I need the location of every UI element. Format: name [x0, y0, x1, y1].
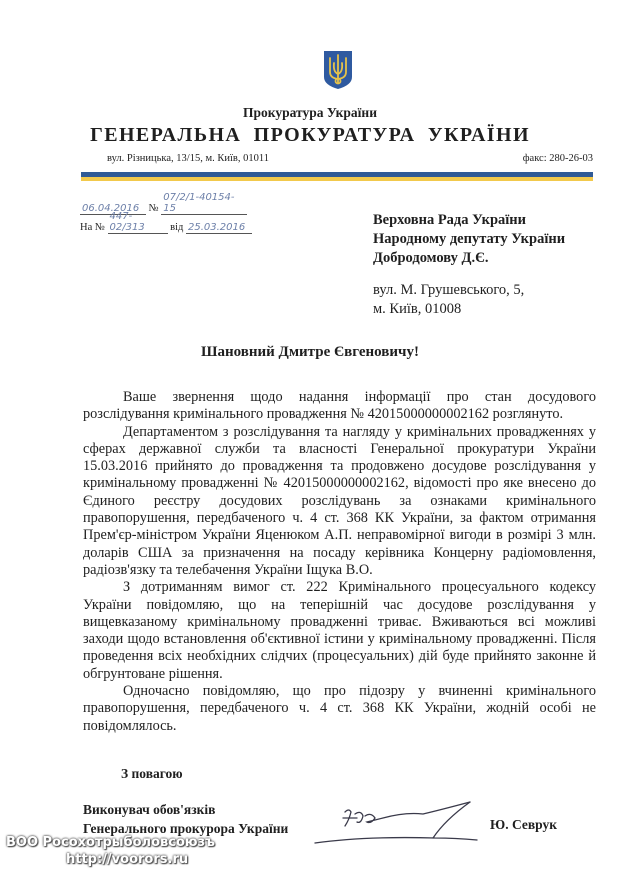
outgoing-number: 07/2/1-40154-15	[161, 192, 247, 215]
body-paragraph: Ваше звернення щодо надання інформації про стан досудового розслідування кримінального провадження № 42015000000002162 розглянуто.	[83, 389, 596, 423]
body-paragraph: З дотриманням вимог ст. 222 Кримінального процесуального кодексу України повідомляю, що на теперішній час досудове розслідування у вищевказаному кримінальному провадженні триває. Вживаються всі можливі заходи щодо встановлення об'єктивної істини у кримінальному провадженні. Після проведення всіх необхідних слідчих (процесуальних) дій буде прийнято законне й обгрунтоване рішення.	[83, 579, 596, 682]
signer-title	[83, 800, 288, 838]
incoming-date: 25.03.2016	[186, 222, 252, 234]
watermark-url: http://voorors.ru	[66, 852, 189, 867]
recipient-line-3: Добродомову Д.Є.	[373, 250, 489, 266]
greeting: Шановний Дмитре Євгеновичу!	[200, 344, 419, 360]
coat-of-arms-icon	[323, 50, 353, 90]
signer-name: Ю. Севрук	[490, 817, 558, 832]
recipient-address	[373, 281, 524, 319]
outgoing-date: 06.04.2016	[80, 203, 146, 215]
handwritten-signature	[305, 800, 480, 845]
number-label: №	[148, 203, 159, 214]
org-fax: факс: 280-26-03	[522, 153, 593, 164]
watermark-line-1: ВОО Росохотрыболовсоюзъ	[6, 835, 215, 850]
org-title: ГЕНЕРАЛЬНА ПРОКУРАТУРА УКРАЇНИ	[90, 124, 530, 146]
signer-title-2: Генерального прокурора України	[83, 821, 289, 836]
recipient-address-1: вул. М. Грушевського, 5,	[373, 282, 525, 298]
body-paragraph: Одночасно повідомляю, що про підозру у вчиненні кримінального правопорушення, передбаченого ч. 4 ст. 368 КК України, жодній особі не повідомлялось.	[83, 683, 596, 734]
recipient-block	[373, 211, 565, 268]
flag-band-yellow	[81, 177, 593, 181]
incoming-label: На №	[80, 222, 105, 233]
from-label: від	[170, 222, 184, 233]
watermark	[6, 834, 215, 868]
org-subtitle: Прокуратура України	[243, 105, 377, 120]
incoming-reference	[80, 211, 252, 234]
body-paragraph: Департаментом з розслідування та нагляду у кримінальних провадженнях у сферах державної служби та власності Генеральної прокуратури України 15.03.2016 прийнято до провадження та продовжено досудове розслідування у кримінальному провадженні № 42015000000002162, відомості про яке внесено до Єдиного реєстру досудових розслідувань за ознаками кримінального правопорушення, передбаченого ч. 4 ст. 368 КК України, за фактом отримання Прем'єр-міністром України Яценюком А.П. неправомірної вигоди в розмірі 3 млн. доларів США за призначення на посаду керівника Концерну радіомовлення, радіозв'язку та телебачення України Іщука В.О.	[83, 423, 596, 578]
org-address: вул. Різницька, 13/15, м. Київ, 01011	[107, 153, 269, 164]
recipient-address-2: м. Київ, 01008	[373, 301, 462, 317]
signer-title-1: Виконувач обов'язків	[83, 802, 216, 817]
recipient-line-1: Верховна Рада України	[373, 212, 526, 228]
recipient-line-2: Народному депутату України	[373, 231, 566, 247]
letter-body	[83, 389, 596, 735]
incoming-number: 447-02/313	[108, 211, 168, 234]
closing: З повагою	[121, 766, 183, 781]
